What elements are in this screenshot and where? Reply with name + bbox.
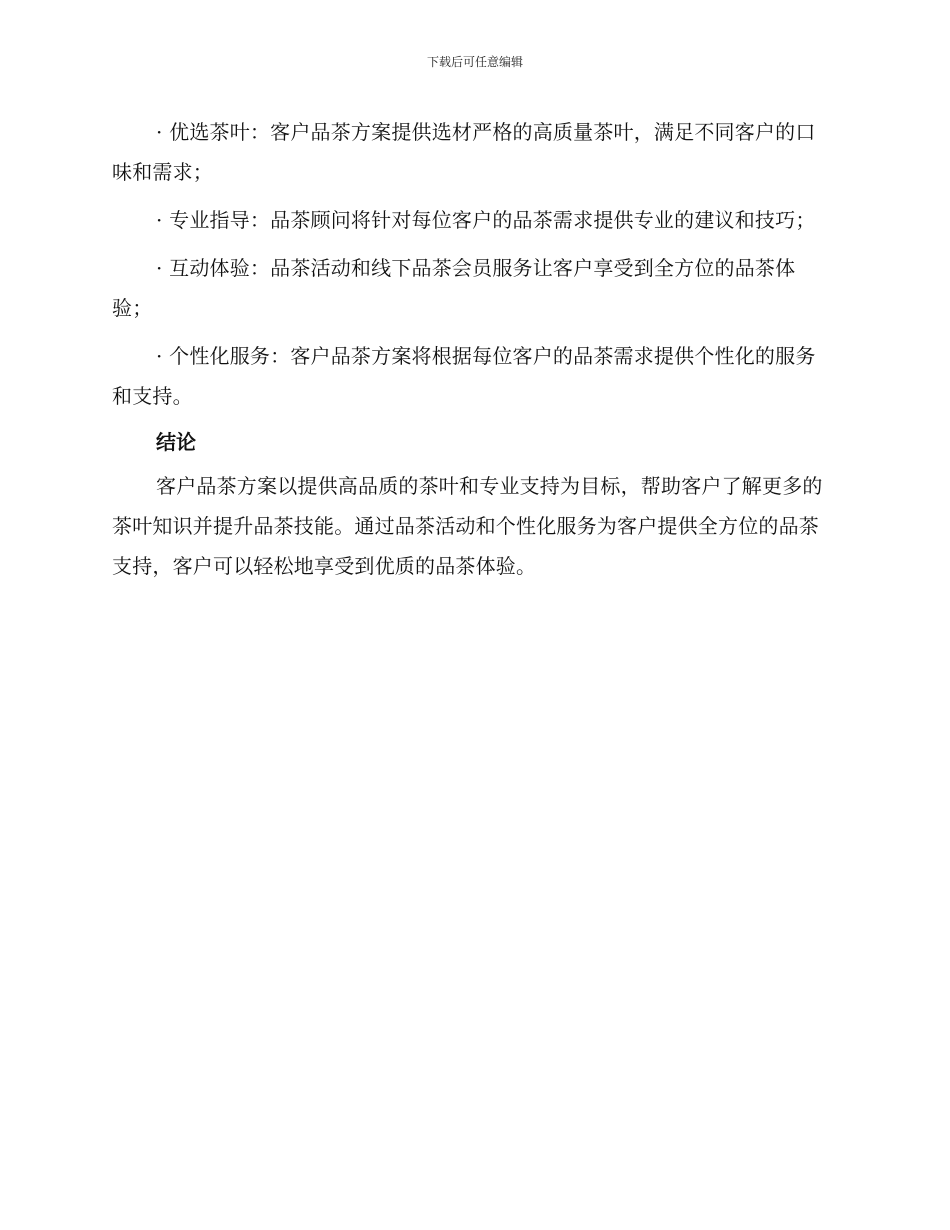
page-header-note: 下载后可任意编辑 [426,55,523,69]
bullet-item-interactive-experience: · 互动体验：品茶活动和线下品茶会员服务让客户享受到全方位的品茶体验； [112,256,796,320]
section-heading-conclusion: 结论 [156,430,196,454]
bullet-item-personalized-service: · 个性化服务：客户品茶方案将根据每位客户的品茶需求提供个性化的服务和支持。 [112,344,816,408]
bullet-item-tea-selection: · 优选茶叶：客户品茶方案提供选材严格的高质量茶叶，满足不同客户的口味和需求； [112,120,816,184]
conclusion-paragraph: 客户品茶方案以提供高品质的茶叶和专业支持为目标，帮助客户了解更多的茶叶知识并提升品茶技能。通过品茶活动和个性化服务为客户提供全方位的品茶支持，客户可以轻松地享受到优质的品茶体验。 [112,474,823,578]
bullet-item-professional-guidance: · 专业指导：品茶顾问将针对每位客户的品茶需求提供专业的建议和技巧； [156,208,816,232]
document-body [112,112,830,594]
